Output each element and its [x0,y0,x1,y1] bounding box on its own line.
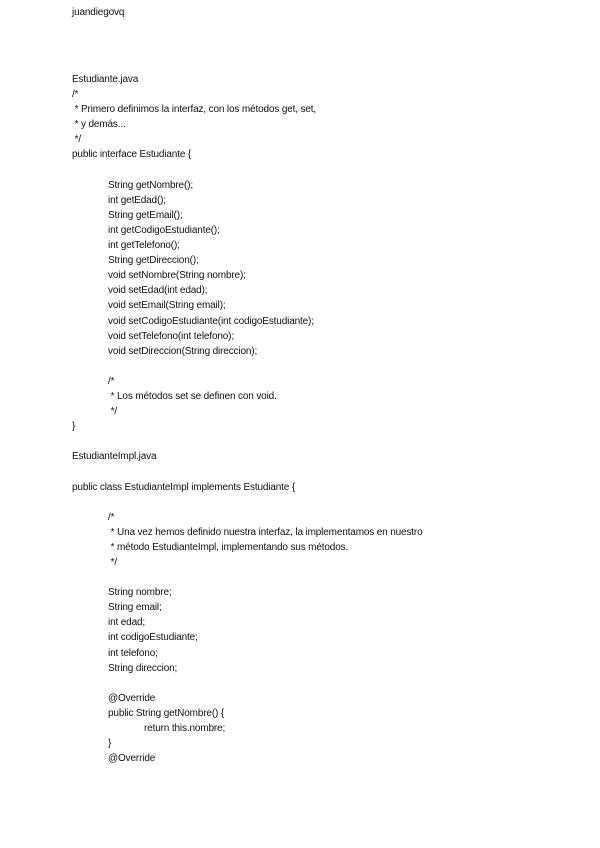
author-name: juandiegovq [72,7,125,18]
code-line: * Primero definimos la interfaz, con los métodos get, set, [72,104,317,116]
code-line: * Los métodos set se definen con void. [108,390,277,402]
blank-line [72,464,572,479]
code-line: /* [72,89,79,101]
code-line: int getCodigoEstudiante(); [108,224,220,236]
code-line: String email; [108,602,162,614]
code-line: void setCodigoEstudiante(int codigoEstudiante); [108,315,314,327]
code-listing [72,72,572,766]
code-line: void setEdad(int edad); [108,285,208,297]
blank-line [72,359,572,374]
code-line: public String getNombre() { [108,707,225,719]
blank-line [72,434,572,449]
code-line: EstudianteImpl.java [72,451,157,463]
code-line: Estudiante.java [72,74,139,85]
blank-line [72,676,572,691]
code-line: } [108,738,112,750]
code-line: public class EstudianteImpl implements Estudiante { [72,481,296,493]
code-line: void setTelefono(int telefono); [108,330,234,342]
code-line: int telefono; [108,647,158,659]
code-line: int edad; [108,617,146,629]
code-line: String getNombre(); [108,179,193,191]
code-line: } [72,421,76,433]
code-line: String getEmail(); [108,209,183,221]
code-line: String direccion; [108,662,178,674]
code-line: String nombre; [108,587,172,599]
code-line: /* [108,511,115,523]
code-line: int codigoEstudiante; [108,632,198,644]
blank-line [72,163,572,178]
blank-line [72,570,572,585]
code-line: void setEmail(String email); [108,300,226,312]
code-line: */ [108,557,117,568]
code-line: /* [108,375,115,387]
code-line: void setNombre(String nombre); [108,270,246,282]
code-line: int getTelefono(); [108,240,180,252]
code-line: String getDireccion(); [108,255,199,267]
blank-line [72,495,572,510]
code-line: * y demás... [72,119,126,131]
code-line: */ [108,406,117,418]
code-line: void setDireccion(String direccion); [108,345,258,357]
code-line: * Una vez hemos definido nuestra interfaz, la implementamos en nuestro [108,526,423,538]
code-line: @Override [108,753,156,765]
code-line: @Override [108,692,156,704]
code-line: return this.nombre; [144,723,226,735]
code-line: int getEdad(); [108,194,166,206]
code-line: * método EstudianteImpl, implementando sus métodos. [108,541,349,553]
code-line: public interface Estudiante { [72,149,192,161]
code-line: */ [72,134,81,146]
